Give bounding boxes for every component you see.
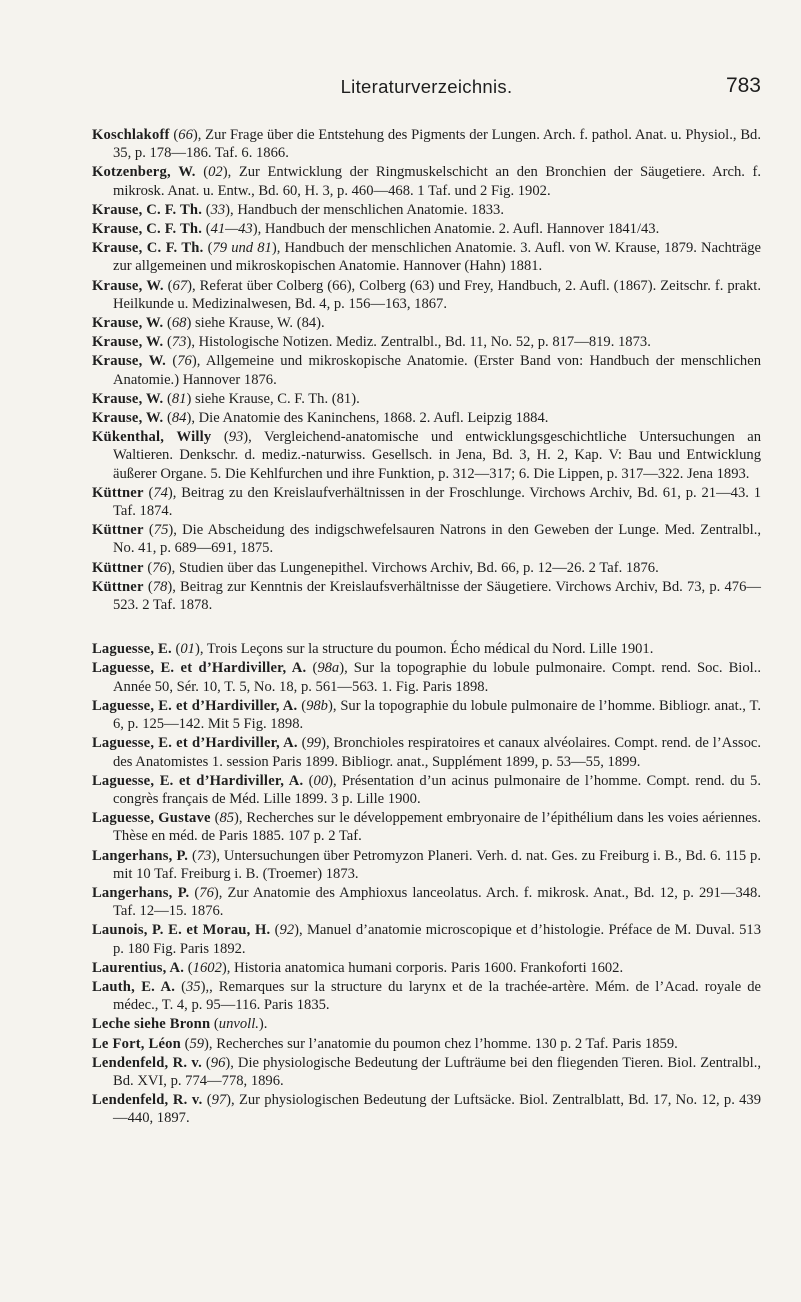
reference-entry: Küttner (75), Die Abscheidung des indigschwefelsauren Natrons in den Geweben der Lunge. Med. Zentralbl., No. 41, p. 689—691, 1875.	[92, 522, 761, 557]
reference-year: 41—43	[210, 221, 253, 238]
reference-text: , Handbuch der menschlichen Anatomie. 2. Aufl. Hannover 1841/43.	[257, 221, 660, 238]
reference-text: , Historia anatomica humani corporis. Paris 1600. Frankoforti 1602.	[226, 959, 624, 976]
reference-entry: Langerhans, P. (76), Zur Anatomie des Amphioxus lanceolatus. Arch. f. mikrosk. Anat., Bd. 12, p. 291—348. Taf. 12—15. 1876.	[92, 884, 761, 920]
reference-text: , Sur la topographie du lobule pulmonaire. Compt. rend. Soc. Biol.. Année 50, Sér. 10, T. 5, No. 18, p. 561—563. 1. Fig. Paris 1898.	[113, 660, 762, 695]
reference-entry: Launois, P. E. et Morau, H. (92), Manuel d’anatomie microscopique et d’histologie. Préface de M. Duval. 513 p. 180 Fig. Paris 1892.	[92, 922, 761, 957]
reference-text: ,, Remarques sur la structure du larynx et de la trachée-artère. Mém. de l’Acad. royale de médec., T. 4, p. 95—116. Paris 1835.	[113, 978, 761, 1014]
reference-year: 79 und 81	[212, 240, 272, 257]
reference-text: , Allgemeine und mikroskopische Anatomie. (Erster Band von: Handbuch der menschlichen Anatomie.) Hannover 1876.	[113, 353, 761, 388]
reference-text: , Présentation d’un acinus pulmonaire de l’homme. Compt. rend. du 5. congrès français de Méd. Lille 1899. 3 p. Lille 1900.	[113, 772, 761, 807]
reference-text: , Handbuch der menschlichen Anatomie. 3. Aufl. von W. Krause, 1879. Nachträge zur allgemeinen und mikroskopischen Anatomie. Hannover (Hahn) 1881.	[113, 240, 762, 275]
reference-year: 35	[185, 978, 201, 995]
reference-text: siehe Krause, W. (84).	[191, 315, 325, 332]
reference-year: 98b	[306, 697, 328, 714]
reference-year: 73	[171, 334, 187, 351]
reference-author: Küttner	[92, 578, 144, 595]
reference-author: Krause, W.	[92, 390, 164, 407]
reference-author: Koschlakoff	[92, 127, 170, 143]
reference-text: , Die Abscheidung des indigschwefelsauren Natrons in den Geweben der Lunge. Med. Zentralbl., No. 41, p. 689—691, 1875.	[113, 522, 761, 557]
reference-year: 66	[178, 127, 193, 143]
reference-year: 1602	[192, 959, 222, 976]
reference-entry: Koschlakoff (66), Zur Frage über die Entstehung des Pigments der Lungen. Arch. f. pathol. Anat. u. Physiol., Bd. 35, p. 178—186. Taf. 6. 1866.	[92, 127, 761, 162]
reference-entry: Küttner (78), Beitrag zur Kenntnis der Kreislaufsverhältnisse der Säugetiere. Virchows Archiv, Bd. 73, p. 476—523. 2 Taf. 1878.	[92, 578, 761, 614]
reference-year: 96	[210, 1054, 226, 1071]
reference-text: , Beitrag zur Kenntnis der Kreislaufsverhältnisse der Säugetiere. Virchows Archiv, Bd. 73, p. 476—523. 2 Taf. 1878.	[113, 578, 761, 614]
reference-author: Kükenthal, Willy	[92, 429, 212, 446]
reference-entry: Lauth, E. A. (35),, Remarques sur la structure du larynx et de la trachée-artère. Mém. de l’Acad. royale de médec., T. 4, p. 95—116. Paris 1835.	[92, 978, 761, 1014]
reference-entry: Krause, C. F. Th. (33), Handbuch der menschlichen Anatomie. 1833.	[92, 201, 504, 218]
reference-author: Küttner	[92, 559, 144, 576]
reference-author: Laguesse, E. et d’Hardiviller, A.	[92, 660, 307, 677]
reference-year: 74	[153, 484, 168, 501]
reference-entry: Langerhans, P. (73), Untersuchungen über Petromyzon Planeri. Verh. d. nat. Ges. zu Freiburg i. B., Bd. 6. 115 p. mit 10 Taf. Freiburg i. B. (Troemer) 1873.	[92, 847, 761, 882]
reference-year: 99	[306, 735, 322, 752]
reference-text: , Die Anatomie des Kaninchens, 1868. 2. Aufl. Leipzig 1884.	[191, 410, 549, 427]
reference-entry: Krause, W. (76), Allgemeine und mikroskopische Anatomie. (Erster Band von: Handbuch der menschlichen Anatomie.) Hannover 1876.	[92, 353, 761, 388]
reference-entry: Laurentius, A. (1602), Historia anatomica humani corporis. Paris 1600. Frankoforti 1602.	[92, 959, 624, 976]
reference-entry: Krause, W. (81) siehe Krause, C. F. Th. (81).	[92, 390, 360, 407]
reference-entry: Küttner (74), Beitrag zu den Kreislaufverhältnissen in der Froschlunge. Virchows Archiv, Bd. 61, p. 21—43. 1 Taf. 1874.	[92, 484, 761, 520]
reference-year: 67	[172, 277, 188, 294]
reference-author: Kotzenberg, W.	[92, 164, 196, 181]
reference-author: Laguesse, E. et d’Hardiviller, A.	[92, 772, 304, 789]
reference-entry: Krause, W. (68) siehe Krause, W. (84).	[92, 315, 325, 332]
reference-text: , Die physiologische Bedeutung der Lufträume bei den fliegenden Tieren. Biol. Zentralbl., Bd. XVI, p. 774—778, 1896.	[113, 1054, 762, 1089]
reference-entry: Leche siehe Bronn (unvoll.).	[92, 1016, 268, 1033]
reference-text: , Bronchioles respiratoires et canaux alvéolaires. Compt. rend. de l’Assoc. des Anatomistes 1. session Paris 1899. Bibliogr. anat., Supplément 1899, p. 53—55, 1899.	[113, 735, 761, 770]
reference-author: Laguesse, E. et d’Hardiviller, A.	[92, 697, 298, 714]
reference-entry: Laguesse, E. et d’Hardiviller, A. (98a), Sur la topographie du lobule pulmonaire. Compt. rend. Soc. Biol.. Année 50, Sér. 10, T. 5, No. 18, p. 561—563. 1. Fig. Paris 1898.	[92, 660, 762, 695]
reference-author: Laguesse, Gustave	[92, 810, 211, 827]
reference-year: 98a	[317, 660, 340, 677]
reference-author: Krause, W.	[92, 410, 164, 427]
reference-text: , Histologische Notizen. Mediz. Zentralbl., Bd. 11, No. 52, p. 817—819. 1873.	[191, 334, 651, 351]
reference-text: .	[263, 1016, 268, 1033]
reference-text: , Trois Leçons sur la structure du poumon. Écho médical du Nord. Lille 1901.	[199, 641, 654, 658]
reference-entry: Krause, C. F. Th. (41—43), Handbuch der menschlichen Anatomie. 2. Aufl. Hannover 1841/43.	[92, 221, 660, 238]
reference-list	[92, 126, 761, 1129]
reference-author: Krause, C. F. Th.	[92, 201, 203, 218]
reference-year: 00	[313, 772, 329, 789]
reference-author: Küttner	[92, 484, 144, 501]
reference-year: unvoll.	[218, 1016, 259, 1033]
reference-author: Krause, W.	[92, 315, 164, 332]
reference-year: 84	[171, 410, 187, 427]
reference-year: 76	[177, 353, 192, 370]
page-title: Literaturverzeichnis.	[340, 76, 513, 97]
reference-text: , Zur Entwicklung der Ringmuskelschicht an den Bronchien der Säugetiere. Arch. f. mikrosk. Anat. u. Entw., Bd. 60, H. 3, p. 460—468. 1 Taf. und 2 Fig. 1902.	[113, 164, 761, 199]
reference-year: 85	[219, 810, 235, 827]
reference-text: , Sur la topographie du lobule pulmonaire de l’homme. Bibliogr. anat., T. 6, p. 125—142. Mit 5 Fig. 1898.	[113, 697, 761, 733]
reference-entry: Lendenfeld, R. v. (96), Die physiologische Bedeutung der Lufträume bei den fliegenden Tieren. Biol. Zentralbl., Bd. XVI, p. 774—778, 1896.	[92, 1054, 762, 1089]
reference-year: 81	[171, 390, 187, 407]
reference-entry: Krause, W. (67), Referat über Colberg (66), Colberg (63) und Frey, Handbuch, 2. Aufl. (1867). Zeitschr. f. prakt. Heilkunde u. Medizinalwesen, Bd. 4, p. 156—163, 1867.	[92, 277, 762, 312]
reference-entry: Küttner (76), Studien über das Lungenepithel. Virchows Archiv, Bd. 66, p. 12—26. 2 Taf. 1876.	[92, 559, 659, 576]
reference-entry: Laguesse, Gustave (85), Recherches sur le développement embryonaire de l’épithélium dans les voies aériennes. Thèse en méd. de Paris 1885. 107 p. 2 Taf.	[92, 810, 761, 845]
reference-year: 75	[153, 522, 169, 539]
reference-text: , Zur Frage über die Entstehung des Pigments der Lungen. Arch. f. pathol. Anat. u. Physiol., Bd. 35, p. 178—186. Taf. 6. 1866.	[113, 127, 761, 162]
reference-year: 97	[211, 1092, 227, 1109]
reference-year: 33	[210, 201, 226, 218]
reference-year: 76	[199, 884, 214, 901]
reference-entry: Le Fort, Léon (59), Recherches sur l’anatomie du poumon chez l’homme. 130 p. 2 Taf. Paris 1859.	[92, 1035, 678, 1052]
reference-text: , Studien über das Lungenepithel. Virchows Archiv, Bd. 66, p. 12—26. 2 Taf. 1876.	[171, 559, 659, 576]
reference-text: , Vergleichend-anatomische und entwicklungsgeschichtliche Untersuchungen an Waltieren. Denkschr. d. mediz.-naturwiss. Gesellsch. in Jena, Bd. 3, H. 2, Kap. V: Bau und Entwicklung äußerer Organe. 5. Die Kehlfurchen und ihre Funktion, p. 312—317; 6. Die Lippen, p. 317—322. Jena 1893.	[113, 429, 761, 482]
reference-entry: Laguesse, E. et d’Hardiviller, A. (98b), Sur la topographie du lobule pulmonaire de l’homme. Bibliogr. anat., T. 6, p. 125—142. Mit 5 Fig. 1898.	[92, 697, 761, 733]
page-number: 783	[725, 74, 761, 97]
reference-text: , Manuel d’anatomie microscopique et d’histologie. Préface de M. Duval. 513 p. 180 Fig. Paris 1892.	[113, 922, 761, 957]
reference-entry: Krause, C. F. Th. (79 und 81), Handbuch der menschlichen Anatomie. 3. Aufl. von W. Krause, 1879. Nachträge zur allgemeinen und mikroskopischen Anatomie. Hannover (Hahn) 1881.	[92, 240, 762, 275]
reference-text: , Untersuchungen über Petromyzon Planeri. Verh. d. nat. Ges. zu Freiburg i. B., Bd. 6. 115 p. mit 10 Taf. Freiburg i. B. (Troemer) 1873.	[113, 847, 761, 882]
reference-entry: Laguesse, E. et d’Hardiviller, A. (99), Bronchioles respiratoires et canaux alvéolaires. Compt. rend. de l’Assoc. des Anatomistes 1. session Paris 1899. Bibliogr. anat., Supplément 1899, p. 53—55, 1899.	[92, 735, 761, 770]
reference-author: Lendenfeld, R. v.	[92, 1054, 202, 1071]
reference-text: , Beitrag zu den Kreislaufverhältnissen in der Froschlunge. Virchows Archiv, Bd. 61, p. 21—43. 1 Taf. 1874.	[113, 484, 761, 520]
reference-entry: Laguesse, E. et d’Hardiviller, A. (00), Présentation d’un acinus pulmonaire de l’homme. Compt. rend. du 5. congrès français de Méd. Lille 1899. 3 p. Lille 1900.	[92, 772, 761, 807]
reference-group	[92, 640, 761, 1127]
page-header	[92, 76, 761, 100]
reference-entry: Lendenfeld, R. v. (97), Zur physiologischen Bedeutung der Luftsäcke. Biol. Zentralblatt, Bd. 17, No. 12, p. 439—440, 1897.	[92, 1092, 761, 1127]
reference-group	[92, 126, 761, 614]
reference-text: , Zur Anatomie des Amphioxus lanceolatus. Arch. f. mikrosk. Anat., Bd. 12, p. 291—348. Taf. 12—15. 1876.	[113, 884, 761, 920]
reference-year: 68	[171, 315, 187, 332]
reference-author: Lauth, E. A.	[92, 978, 176, 995]
reference-author: Leche siehe Bronn	[92, 1016, 211, 1033]
reference-text: , Recherches sur l’anatomie du poumon chez l’homme. 130 p. 2 Taf. Paris 1859.	[208, 1035, 678, 1052]
reference-year: 93	[228, 429, 244, 446]
reference-author: Langerhans, P.	[92, 847, 189, 864]
reference-text: , Handbuch der menschlichen Anatomie. 1833.	[230, 201, 504, 218]
reference-author: Le Fort, Léon	[92, 1035, 181, 1052]
reference-author: Lendenfeld, R. v.	[92, 1092, 203, 1109]
reference-author: Krause, W.	[92, 277, 164, 294]
reference-author: Langerhans, P.	[92, 884, 190, 901]
reference-author: Laurentius, A.	[92, 959, 185, 976]
reference-author: Krause, C. F. Th.	[92, 221, 203, 238]
reference-text: , Recherches sur le développement embryonaire de l’épithélium dans les voies aériennes. Thèse en méd. de Paris 1885. 107 p. 2 Taf.	[113, 810, 761, 845]
reference-year: 73	[196, 847, 212, 864]
reference-text: , Referat über Colberg (66), Colberg (63) und Frey, Handbuch, 2. Aufl. (1867). Zeitschr. f. prakt. Heilkunde u. Medizinalwesen, Bd. 4, p. 156—163, 1867.	[113, 277, 762, 312]
reference-year: 01	[180, 641, 195, 658]
reference-entry: Krause, W. (84), Die Anatomie des Kaninchens, 1868. 2. Aufl. Leipzig 1884.	[92, 410, 549, 427]
reference-author: Küttner	[92, 522, 144, 539]
reference-text: , Zur physiologischen Bedeutung der Luftsäcke. Biol. Zentralblatt, Bd. 17, No. 12, p. 439—440, 1897.	[113, 1092, 761, 1127]
reference-author: Launois, P. E. et Morau, H.	[92, 922, 271, 939]
reference-year: 59	[189, 1035, 205, 1052]
reference-entry: Krause, W. (73), Histologische Notizen. Mediz. Zentralbl., Bd. 11, No. 52, p. 817—819. 1873.	[92, 334, 651, 351]
reference-author: Krause, W.	[92, 353, 167, 370]
reference-text: siehe Krause, C. F. Th. (81).	[191, 390, 360, 407]
reference-year: 78	[152, 578, 168, 595]
reference-entry: Laguesse, E. (01), Trois Leçons sur la structure du poumon. Écho médical du Nord. Lille 1901.	[92, 641, 654, 658]
reference-author: Laguesse, E.	[92, 641, 172, 658]
reference-year: 76	[152, 559, 167, 576]
reference-year: 92	[279, 922, 295, 939]
reference-entry: Kükenthal, Willy (93), Vergleichend-anatomische und entwicklungsgeschichtliche Untersuchungen an Waltieren. Denkschr. d. mediz.-naturwiss. Gesellsch. in Jena, Bd. 3, H. 2, Kap. V: Bau und Entwicklung äußerer Organe. 5. Die Kehlfurchen und ihre Funktion, p. 312—317; 6. Die Lippen, p. 317—322. Jena 1893.	[92, 429, 761, 482]
reference-year: 02	[208, 164, 223, 181]
reference-entry: Kotzenberg, W. (02), Zur Entwicklung der Ringmuskelschicht an den Bronchien der Säugetiere. Arch. f. mikrosk. Anat. u. Entw., Bd. 60, H. 3, p. 460—468. 1 Taf. und 2 Fig. 1902.	[92, 164, 761, 199]
reference-author: Laguesse, E. et d’Hardiviller, A.	[92, 735, 298, 752]
reference-author: Krause, C. F. Th.	[92, 240, 204, 257]
reference-author: Krause, W.	[92, 334, 164, 351]
